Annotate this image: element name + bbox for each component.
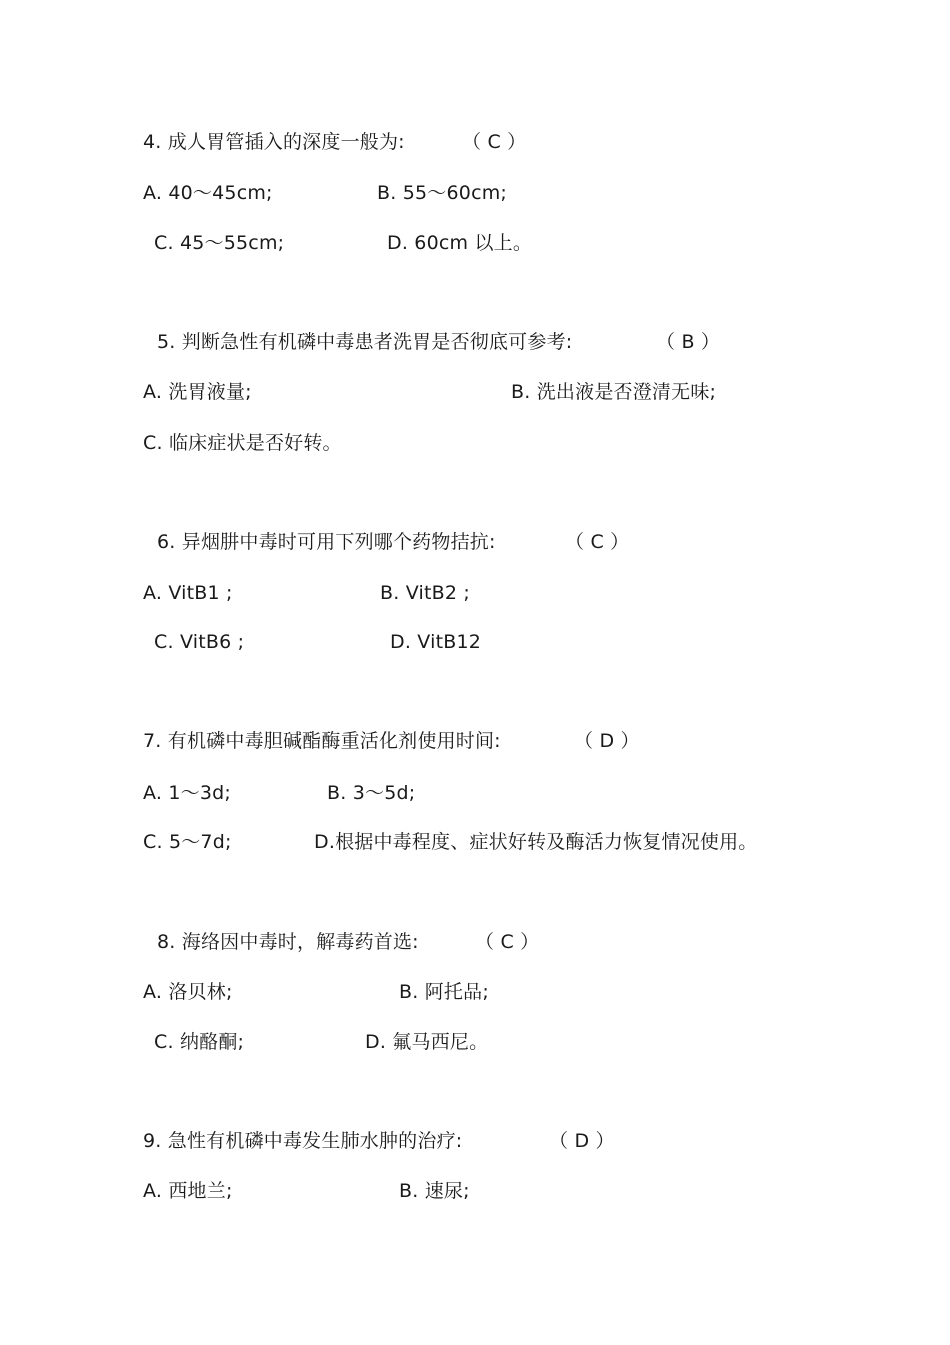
question-4-answer: （ C ） <box>462 131 527 153</box>
question-8-option-a: A. 洛贝林; <box>143 981 233 1003</box>
question-7-answer: （ D ） <box>574 730 640 752</box>
question-6-option-c: C. VitB6 ; <box>154 631 245 653</box>
question-8-option-b: B. 阿托品; <box>399 981 489 1003</box>
question-9-option-b: B. 速尿; <box>399 1180 470 1202</box>
question-5-option-a: A. 洗胃液量; <box>143 381 252 403</box>
question-8-option-c: C. 纳酪酮; <box>154 1031 245 1053</box>
question-9-stem: 9. 急性有机磷中毒发生肺水肿的治疗: <box>143 1130 463 1152</box>
question-7-option-c: C. 5～7d; <box>143 831 232 853</box>
question-7-option-d: D.根据中毒程度、症状好转及酶活力恢复情况使用。 <box>314 831 758 853</box>
question-4-option-b: B. 55～60cm; <box>377 182 508 204</box>
question-4-stem: 4. 成人胃管插入的深度一般为: <box>143 131 405 153</box>
question-8-stem: 8. 海络因中毒时，解毒药首选: <box>157 931 419 953</box>
question-6-option-b: B. VitB2 ; <box>380 582 470 604</box>
question-6-answer: （ C ） <box>565 531 630 553</box>
question-8-option-d: D. 氟马西尼。 <box>365 1031 489 1053</box>
question-9-answer: （ D ） <box>549 1130 615 1152</box>
question-9-option-a: A. 西地兰; <box>143 1180 233 1202</box>
question-5-stem: 5. 判断急性有机磷中毒患者洗胃是否彻底可参考: <box>157 331 573 353</box>
question-4-option-c: C. 45～55cm; <box>154 232 285 254</box>
question-6-stem: 6. 异烟肼中毒时可用下列哪个药物拮抗: <box>157 531 496 553</box>
question-7-stem: 7. 有机磷中毒胆碱酯酶重活化剂使用时间: <box>143 730 501 752</box>
question-8-answer: （ C ） <box>475 931 540 953</box>
question-7-option-b: B. 3～5d; <box>327 782 416 804</box>
question-7-option-a: A. 1～3d; <box>143 782 231 804</box>
question-5-answer: （ B ） <box>656 331 721 353</box>
question-4-option-a: A. 40～45cm; <box>143 182 273 204</box>
question-4-option-d: D. 60cm 以上。 <box>387 232 533 254</box>
question-5-option-c: C. 临床症状是否好转。 <box>143 432 342 454</box>
question-6-option-a: A. VitB1 ; <box>143 582 233 604</box>
question-6-option-d: D. VitB12 <box>390 631 482 653</box>
question-5-option-b: B. 洗出液是否澄清无味; <box>511 381 717 403</box>
